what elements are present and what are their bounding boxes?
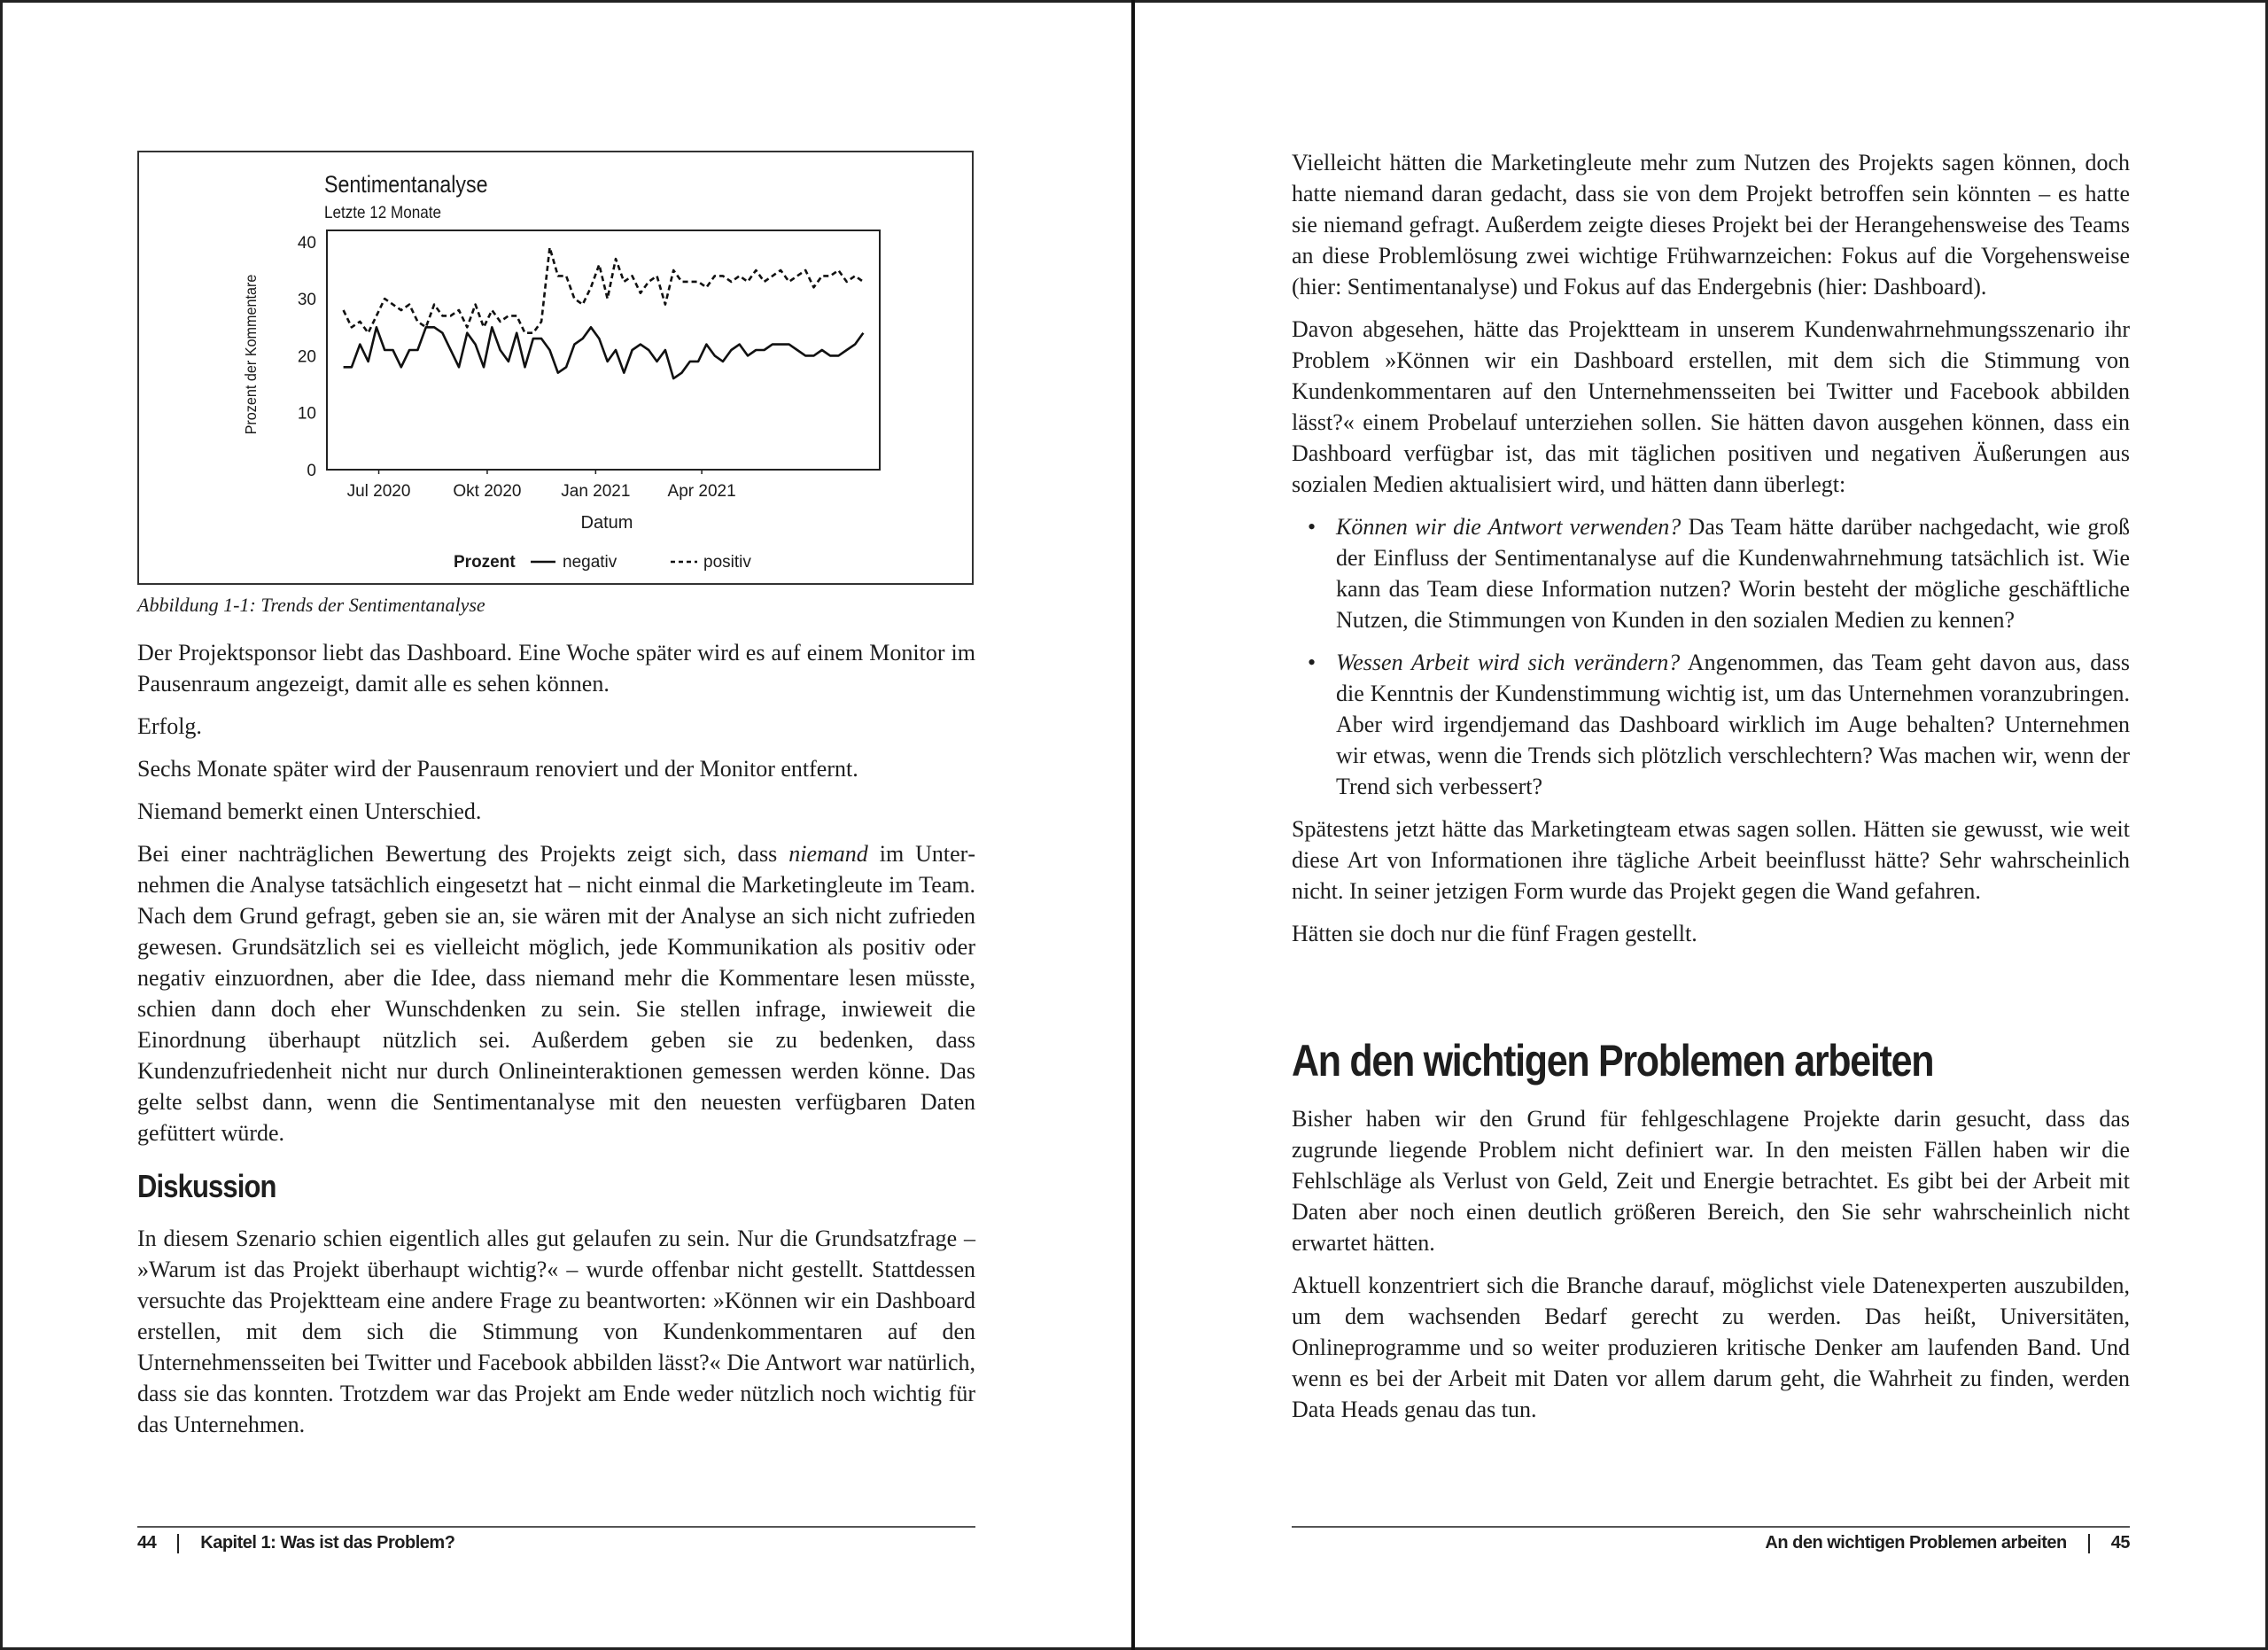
text-run: im Unternehmen die Analyse tatsächlich eingesetzt hat – nicht einmal die Marketingleute im Team. Nach dem Grund gefragt, geben sie an, sie wären mit der Analyse an sich nicht zufrieden gewesen. Grundsätzlich sei es vielleicht möglich, jede Kommunikation als positiv oder negativ einzuordnen, aber die Idee, dass niemand mehr die Kommentare lesen müsste, schien dann doch eher Wunschdenken zu sein. Sie stellen infrage, inwieweit die Einordnung überhaupt nützlich sei. Außerdem geben sie zu bedenken, dass Kundenzufriedenheit nicht nur durch Onlineinteraktionen gemessen werden könne. Das gelte selbst dann, wenn die Sentimentanalyse mit den neuesten verfügbaren Daten gefüttert würde. <box>137 841 975 1146</box>
bullet-text: Angenommen, das Team geht davon aus, dass die Kenntnis der Kundenstimmung wichtig ist, um das Unternehmen voranzubringen. Aber wird irgendjemand das Dashboard wirklich im Auge behalten? Unternehmen wir etwas, wenn die Trends sich plötzlich verschlechtern? Was machen wir, wenn der Trend sich verbessert? <box>1336 650 2130 799</box>
left-column-upper <box>137 637 975 1160</box>
bullet-marker: • <box>1308 514 1317 540</box>
paragraph: In diesem Szenario schien eigentlich alles gut gelaufen zu sein. Nur die Grundsatzfrage – »Warum ist das Projekt überhaupt wichtig?« – wurde offenbar nicht gestellt. Stattdessen versuchte das Projektteam eine andere Frage zu beantworten: »Können wir ein Dashboard erstellen, mit dem sich die Stimmung von Kundenkommentaren auf den Unternehmensseiten bei Twitter und Facebook abbilden lässt?« Die Antwort war natürlich, dass sie das konnten. Trotzdem war das Projekt am Ende weder nützlich noch wichtig für das Unternehmen. <box>137 1226 975 1437</box>
figure-caption: Abbildung 1-1: Trends der Sentimentanalyse <box>137 594 485 616</box>
sentiment-line-chart <box>139 152 972 583</box>
chart-title: Sentimentanalyse <box>324 171 488 198</box>
book-spine <box>1131 0 1135 1650</box>
y-tick-label: 20 <box>297 347 316 367</box>
paragraph: Hätten sie doch nur die fünf Fragen gestellt. <box>1292 921 1697 946</box>
bullet-item <box>1292 511 2130 635</box>
footer-left <box>137 1533 454 1553</box>
series-line-positiv <box>344 247 864 332</box>
page-number: 45 <box>2110 1533 2130 1553</box>
right-column-upper <box>1292 147 2130 961</box>
sentiment-chart-figure <box>137 151 974 585</box>
bullet-marker: • <box>1308 650 1317 675</box>
x-tick-label: Jan 2021 <box>561 482 631 501</box>
x-tick-label: Jul 2020 <box>346 482 411 501</box>
bullet-question: Wessen Arbeit wird sich verändern? <box>1336 650 1681 675</box>
footer-separator <box>177 1534 179 1553</box>
bullet-item <box>1292 647 2130 802</box>
legend-label-negativ: negativ <box>563 553 617 572</box>
right-column-lower <box>1292 1103 2130 1436</box>
paragraph: Bisher haben wir den Grund für fehlgeschlagene Projekte darin gesucht, dass das zugrunde liegende Problem nicht definiert war. In den meisten Fällen haben wir die Fehlschläge als Verlust von Geld, Zeit und Energie betrachtet. Es gibt bei der Arbeit mit Daten aber noch einen deutlich größeren Bereich, den Sie sehr wahrscheinlich nicht erwartet hätten. <box>1292 1106 2130 1256</box>
running-head: Kapitel 1: Was ist das Problem? <box>200 1533 455 1553</box>
left-section <box>137 1168 975 1205</box>
section-heading: Diskussion <box>137 1168 276 1204</box>
text-run: Bei einer nachträglichen Bewertung des Projekts zeigt sich, dass <box>137 841 789 867</box>
right-section <box>1292 1035 2130 1086</box>
paragraph: Sechs Monate später wird der Pausenraum renoviert und der Monitor entfernt. <box>137 756 858 782</box>
page-number: 44 <box>137 1533 157 1553</box>
x-tick-label: Apr 2021 <box>667 482 736 501</box>
footer-separator <box>2088 1534 2090 1553</box>
paragraph: Spätestens jetzt hätte das Marketingteam etwas sagen sollen. Hätten sie gewusst, wie weit diese Art von Informationen ihre tägliche Arbeit beeinflusst hätte? Sehr wahrscheinlich nicht. In seiner jetzigen Form wurde das Projekt gegen die Wand gefahren. <box>1292 816 2130 904</box>
y-tick-label: 30 <box>297 291 316 310</box>
legend-title: Prozent <box>454 553 516 572</box>
left-column-lower <box>137 1223 975 1452</box>
paragraph: Vielleicht hätten die Marketingleute mehr zum Nutzen des Projekts sagen können, doch hatte niemand daran gedacht, dass sie von dem Projekt betroffen sein könnten – es hatte sie niemand gefragt. Außerdem zeigte dieses Projekt bei der Herangehensweise des Teams an diese Problemlösung zwei wichtige Frühwarnzeichen: Fokus auf die Vorgehensweise (hier: Sentimentanalyse) und Fokus auf das Endergebnis (hier: Dashboard). <box>1292 150 2130 300</box>
bullet-list <box>1292 511 2130 802</box>
bullet-question: Können wir die Antwort verwenden? <box>1336 514 1682 540</box>
chart-subtitle: Letzte 12 Monate <box>324 203 442 222</box>
y-tick-label: 10 <box>297 404 316 424</box>
paragraph: Davon abgesehen, hätte das Projektteam in unserem Kundenwahrnehmungsszenario ihr Problem »Können wir ein Dashboard erstellen, mit dem sich die Stimmung von Kundenkommentaren auf den Unternehmensseiten bei Twitter und Facebook abbilden lässt?« einem Probelauf unterziehen sollen. Sie hätten davon ausgehen können, dass ein Dashboard verfügbar ist, das mit täglichen positiven und negativen Äußerungen aus sozialen Medien aktualisiert wird, und hätten dann überlegt: <box>1292 316 2130 497</box>
footer-rule-right <box>1292 1526 2130 1528</box>
x-axis-label: Datum <box>580 513 633 533</box>
paragraph <box>137 838 975 1148</box>
y-tick-label: 0 <box>307 462 316 480</box>
paragraph: Niemand bemerkt einen Unterschied. <box>137 798 482 824</box>
paragraph: Der Projektsponsor liebt das Dashboard. Eine Woche später wird es auf einem Monitor im Pausenraum angezeigt, damit alle es sehen können. <box>137 640 975 697</box>
y-tick-label: 40 <box>297 233 316 253</box>
emphasis: niemand <box>788 841 868 867</box>
footer-right <box>1765 1533 2130 1553</box>
running-head: An den wichtigen Problemen arbeiten <box>1765 1533 2067 1553</box>
series-line-negativ <box>344 327 864 378</box>
x-tick-label: Okt 2020 <box>453 482 522 501</box>
section-heading: An den wichtigen Problemen arbeiten <box>1292 1036 1934 1086</box>
bullet-text: Das Team hätte darüber nachgedacht, wie groß der Einfluss der Sentimentanalyse auf die Kundenwahrnehmung tatsächlich ist. Wie kann das Team diese Information nutzen? Worin besteht der mögliche geschäftliche Nutzen, die Stimmungen von Kunden in den sozialen Medien zu kennen? <box>1336 514 2130 633</box>
series-lines <box>344 247 864 378</box>
y-axis-label: Prozent der Kommentare <box>242 274 260 435</box>
footer-rule-left <box>137 1526 975 1528</box>
legend-label-positiv: positiv <box>703 553 751 572</box>
paragraph: Aktuell konzentriert sich die Branche darauf, möglichst viele Datenexperten auszubilden, um dem wachsenden Bedarf gerecht zu werden. Das heißt, Universitäten, Onlineprogramme und so weiter produzieren kritische Denker am laufenden Band. Und wenn es bei der Arbeit mit Daten vor allem darum geht, die Wahrheit zu finden, werden Data Heads genau das tun. <box>1292 1273 2130 1422</box>
paragraph: Erfolg. <box>137 713 202 739</box>
y-axis-ticks <box>298 234 316 480</box>
x-axis-ticks <box>347 470 736 501</box>
legend <box>454 553 751 572</box>
